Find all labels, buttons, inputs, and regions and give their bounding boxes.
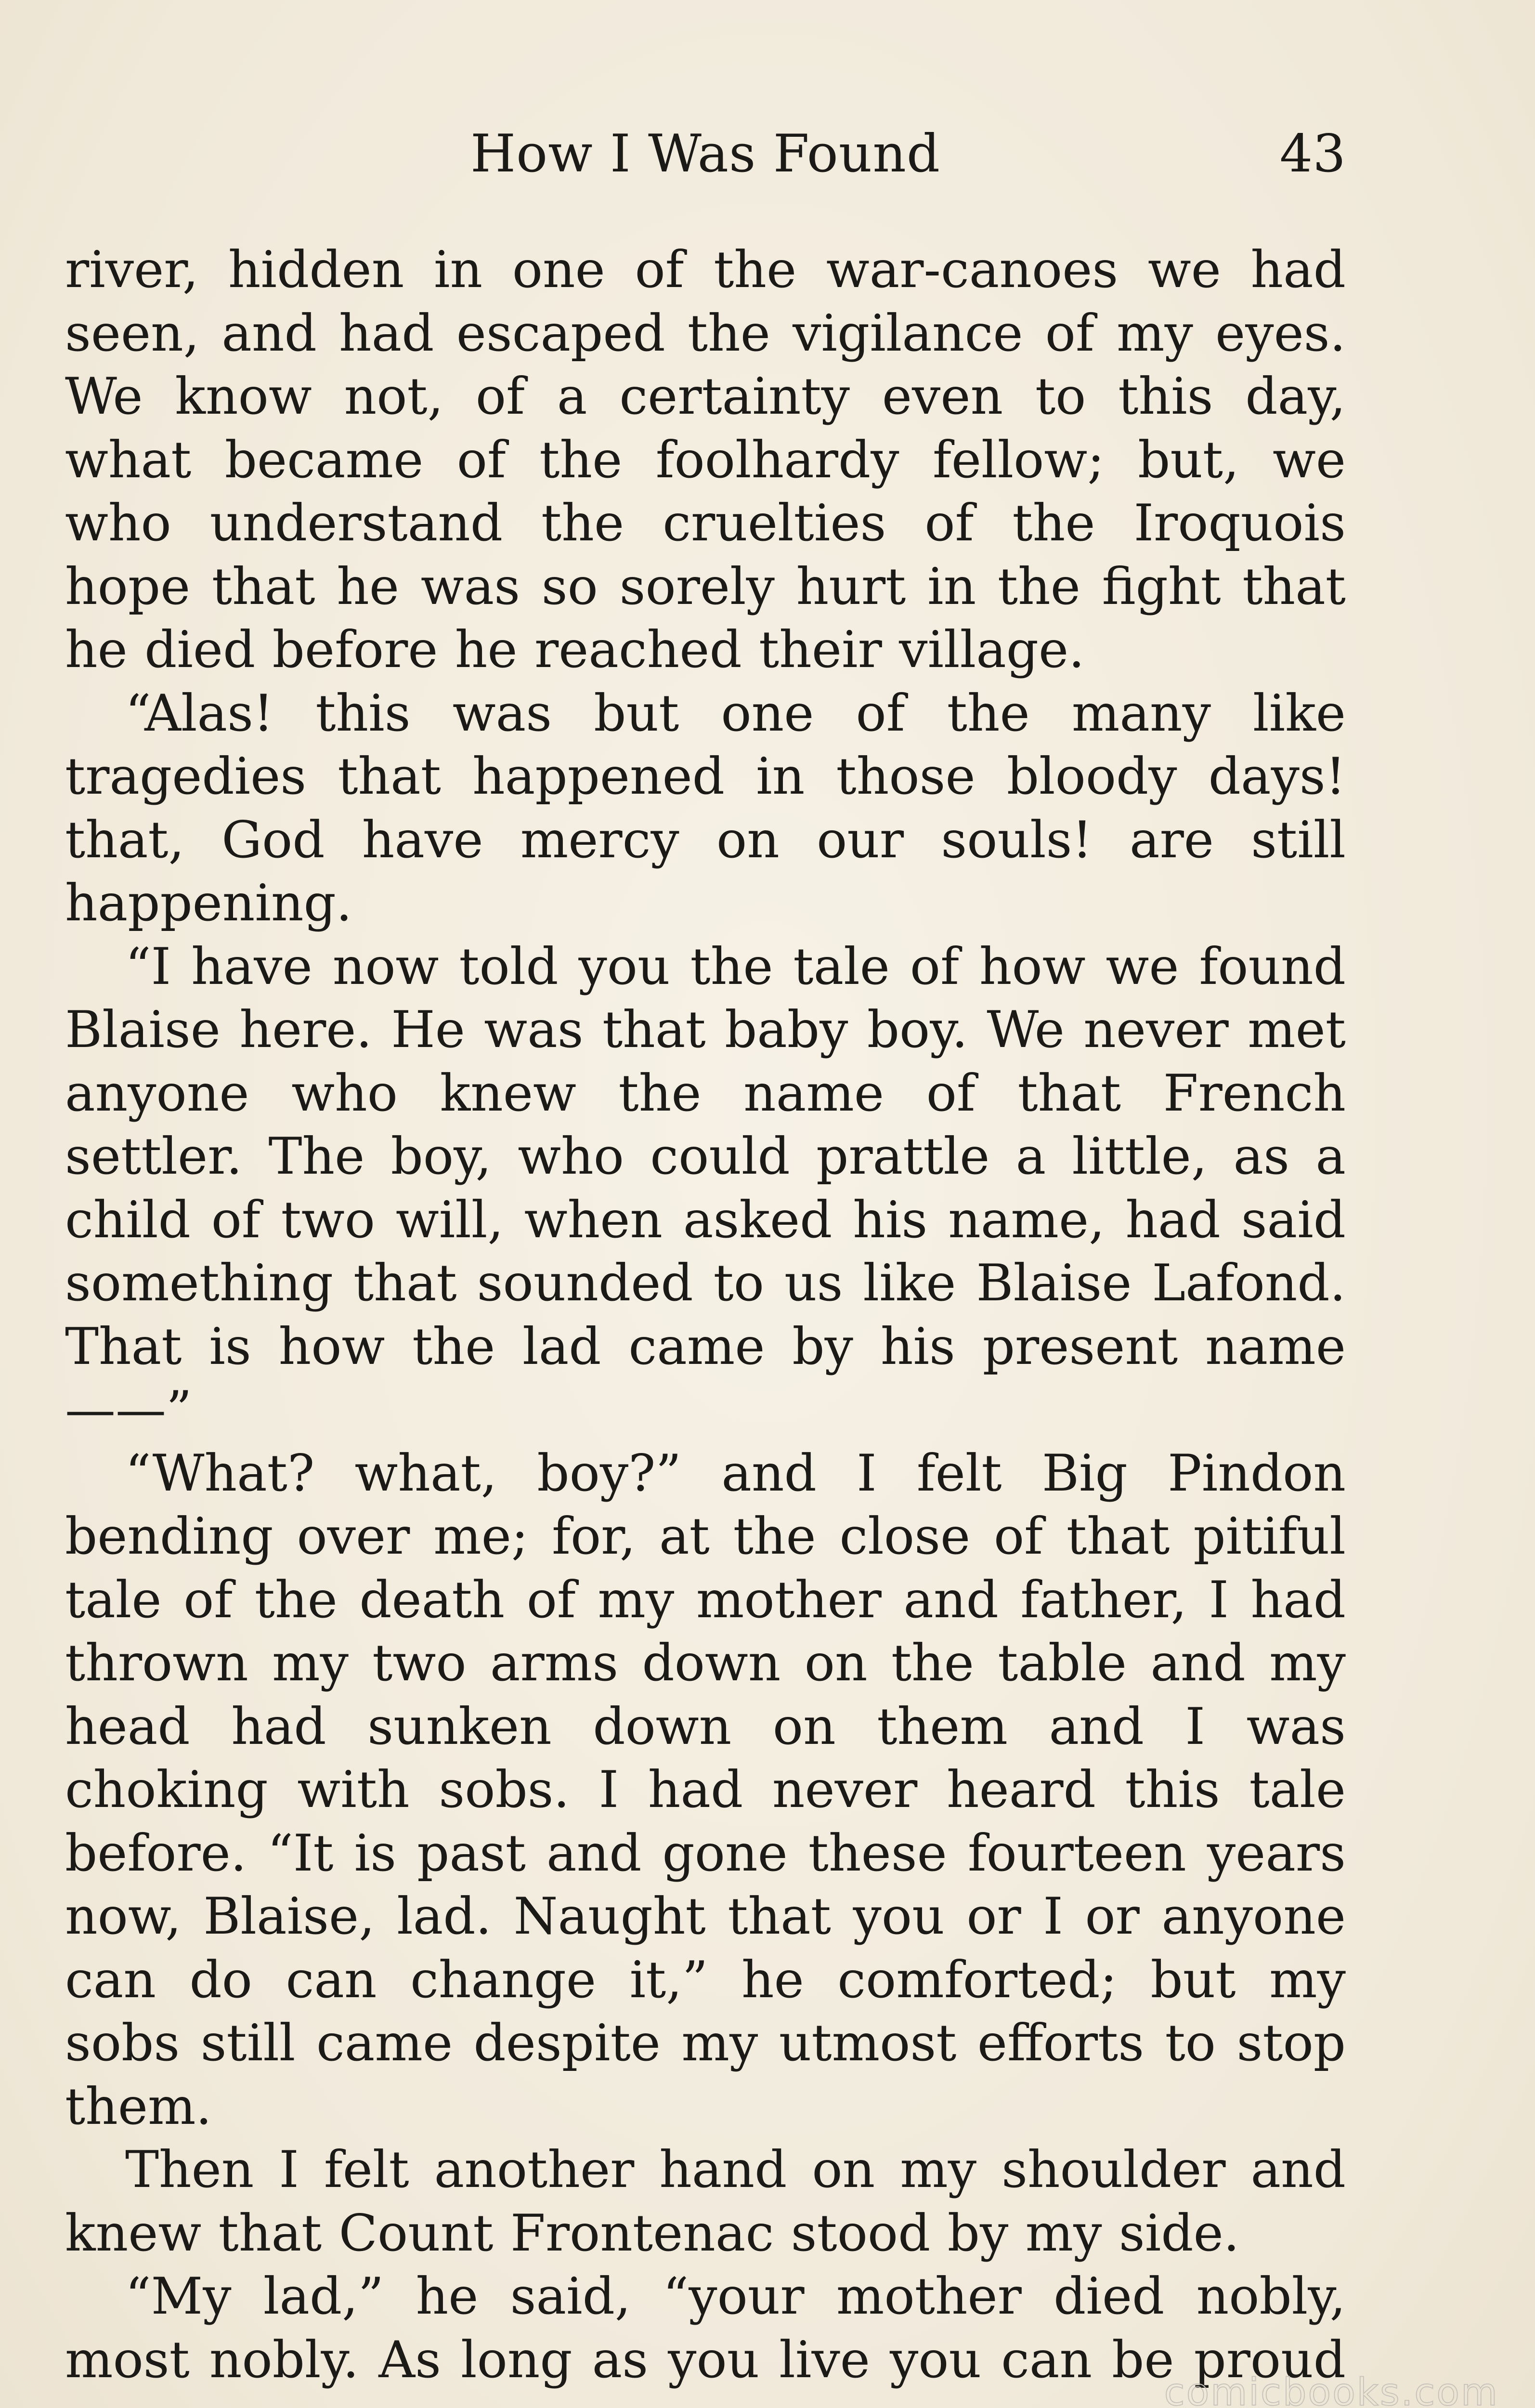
paragraph-4: “What? what, boy?” and I felt Big Pindon bending over me; for, at the close of that pitiful tale of the death of my mother and father, I had thrown my two arms down on the table and my head had sunken down on them and I was choking with sobs. I had never heard this tale before. “It is past and gone these fourteen years now, Blaise, lad. Naught that you or I or anyone can do can change it,” he comforted; but my sobs still came despite my utmost efforts to stop them. [65, 1443, 1346, 2136]
paragraph-5: Then I felt another hand on my shoulder and knew that Count Frontenac stood by my side. [65, 2140, 1346, 2263]
paragraph-3: “I have now told you the tale of how we found Blaise here. He was that baby boy. We never met anyone who knew the name of that French settler. The boy, who could prattle a little, as a child of two will, when asked his name, had said something that sounded to us like Blaise Lafond. That is how the lad came by his present name——” [65, 937, 1346, 1439]
paragraph-6: “My lad,” he said, “your mother died nobly, most nobly. As long as you live you can be proud [65, 2267, 1346, 2389]
body-text [65, 238, 1346, 2392]
paragraph-1: river, hidden in one of the war-canoes we had seen, and had escaped the vigilance of my eyes. We know not, of a certainty even to this day, what became of the foolhardy fellow; but, we who understand the cruelties of the Iroquois hope that he was so sorely hurt in the fight that he died before he reached their village. [65, 240, 1346, 679]
watermark: comicbooks.com [1164, 2371, 1499, 2408]
page-number: 43 [1279, 124, 1346, 184]
running-head [65, 120, 1346, 188]
chapter-title: How I Was Found [470, 124, 941, 184]
paragraph-2: “Alas! this was but one of the many like tragedies that happened in those bloody days! that, God have mercy on our souls! are still happening. [65, 683, 1346, 932]
